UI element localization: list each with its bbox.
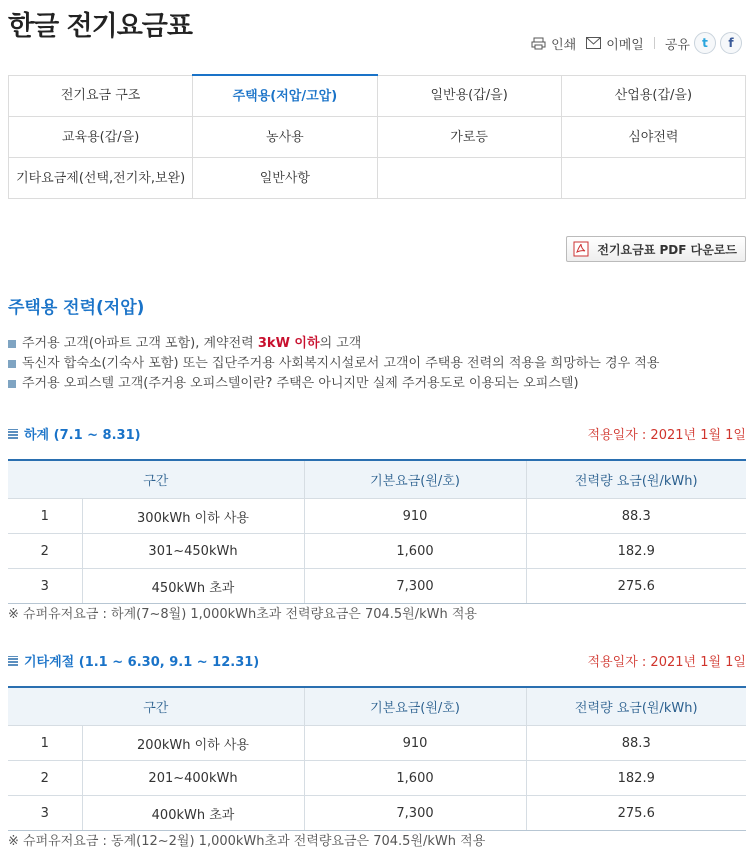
heading-mark-icon bbox=[8, 429, 18, 439]
energy-charge: 88.3 bbox=[526, 726, 746, 761]
facebook-share-icon[interactable]: f bbox=[720, 32, 742, 54]
print-icon bbox=[531, 37, 546, 50]
other-apply-date: 적용일자 : 2021년 1월 1일 bbox=[587, 655, 746, 670]
tier-range: 400kWh 초과 bbox=[82, 796, 304, 831]
other-rate-table bbox=[8, 686, 746, 831]
bullet-text: 주거용 고객(아파트 고객 포함), 계약전력 3kW 이하의 고객 bbox=[22, 336, 362, 351]
page-tools bbox=[521, 32, 742, 54]
tier-number: 3 bbox=[8, 796, 82, 831]
tab-row bbox=[9, 117, 746, 158]
tier-number: 2 bbox=[8, 534, 82, 569]
other-note: ※ 슈퍼유저요금 : 동계(12~2월) 1,000kWh초과 전력량요금은 704.5원/kWh 적용 bbox=[8, 834, 486, 849]
column-header: 전력량 요금(원/kWh) bbox=[526, 460, 746, 499]
base-charge: 910 bbox=[304, 726, 526, 761]
tier-number: 2 bbox=[8, 761, 82, 796]
tier-range: 201~400kWh bbox=[82, 761, 304, 796]
energy-charge: 275.6 bbox=[526, 796, 746, 831]
column-header: 기본요금(원/호) bbox=[304, 460, 526, 499]
table-row bbox=[8, 796, 746, 831]
tab-empty-cell bbox=[377, 158, 561, 199]
bullet-text: 독신자 합숙소(기숙사 포함) 또는 집단주거용 사회복지시설로서 고객이 주택용 전력의 적용을 희망하는 경우 적용 bbox=[22, 356, 660, 371]
list-item bbox=[8, 354, 659, 374]
tier-range: 300kWh 이하 사용 bbox=[82, 499, 304, 534]
tab-item[interactable]: 교육용(갑/을) bbox=[9, 117, 193, 158]
tab-empty-cell bbox=[561, 158, 745, 199]
tier-number: 1 bbox=[8, 726, 82, 761]
base-charge: 7,300 bbox=[304, 569, 526, 604]
email-button[interactable] bbox=[586, 34, 644, 53]
pdf-download-label: 전기요금표 PDF 다운로드 bbox=[597, 242, 737, 257]
table-row bbox=[8, 569, 746, 604]
table-row bbox=[8, 726, 746, 761]
tab-item[interactable]: 농사용 bbox=[193, 117, 377, 158]
tier-range: 200kWh 이하 사용 bbox=[82, 726, 304, 761]
tab-item[interactable]: 전기요금 구조 bbox=[9, 75, 193, 117]
tier-range: 301~450kWh bbox=[82, 534, 304, 569]
other-season-heading bbox=[8, 651, 259, 670]
tab-row bbox=[9, 75, 746, 117]
tab-item[interactable]: 주택용(저압/고압) bbox=[193, 75, 377, 117]
page-title: 한글 전기요금표 bbox=[8, 11, 192, 42]
table-row bbox=[8, 534, 746, 569]
base-charge: 1,600 bbox=[304, 534, 526, 569]
energy-charge: 88.3 bbox=[526, 499, 746, 534]
mail-icon bbox=[586, 37, 601, 49]
bullet-square-icon bbox=[8, 340, 16, 348]
bullet-square-icon bbox=[8, 380, 16, 388]
tab-item[interactable]: 심야전력 bbox=[561, 117, 745, 158]
tier-range: 450kWh 초과 bbox=[82, 569, 304, 604]
print-label: 인쇄 bbox=[551, 37, 577, 53]
email-label: 이메일 bbox=[606, 37, 644, 53]
summer-heading bbox=[8, 424, 141, 443]
category-tabs bbox=[8, 74, 746, 199]
tab-item[interactable]: 일반용(갑/을) bbox=[377, 75, 561, 117]
column-header: 전력량 요금(원/kWh) bbox=[526, 687, 746, 726]
base-charge: 1,600 bbox=[304, 761, 526, 796]
base-charge: 7,300 bbox=[304, 796, 526, 831]
pdf-download-button[interactable] bbox=[566, 236, 746, 262]
tier-number: 3 bbox=[8, 569, 82, 604]
tier-number: 1 bbox=[8, 499, 82, 534]
pdf-icon bbox=[573, 241, 589, 257]
table-row bbox=[8, 499, 746, 534]
summer-heading-text: 하계 (7.1 ~ 8.31) bbox=[24, 428, 141, 443]
highlight-text: 3kW 이하 bbox=[257, 336, 320, 351]
twitter-share-icon[interactable]: t bbox=[694, 32, 716, 54]
base-charge: 910 bbox=[304, 499, 526, 534]
summer-apply-date: 적용일자 : 2021년 1월 1일 bbox=[587, 428, 746, 443]
bullet-square-icon bbox=[8, 360, 16, 368]
column-header: 기본요금(원/호) bbox=[304, 687, 526, 726]
tab-row bbox=[9, 158, 746, 199]
table-row bbox=[8, 761, 746, 796]
list-item bbox=[8, 334, 659, 354]
tools-divider bbox=[654, 37, 655, 49]
bullet-text: 주거용 오피스텔 고객(주거용 오피스텔이란? 주택은 아니지만 실제 주거용도로 이용되는 오피스텔) bbox=[22, 376, 579, 391]
section-title: 주택용 전력(저압) bbox=[8, 298, 145, 318]
tab-item[interactable]: 가로등 bbox=[377, 117, 561, 158]
tab-item[interactable]: 산업용(갑/을) bbox=[561, 75, 745, 117]
summer-note: ※ 슈퍼유저요금 : 하계(7~8월) 1,000kWh초과 전력량요금은 704.5원/kWh 적용 bbox=[8, 607, 477, 622]
summer-rate-table bbox=[8, 459, 746, 604]
column-header: 구간 bbox=[8, 687, 304, 726]
tab-item[interactable]: 일반사항 bbox=[193, 158, 377, 199]
tab-item[interactable]: 기타요금제(선택,전기차,보완) bbox=[9, 158, 193, 199]
share-label: 공유 bbox=[664, 37, 690, 53]
energy-charge: 182.9 bbox=[526, 761, 746, 796]
energy-charge: 182.9 bbox=[526, 534, 746, 569]
other-season-heading-text: 기타계절 (1.1 ~ 6.30, 9.1 ~ 12.31) bbox=[24, 655, 260, 670]
energy-charge: 275.6 bbox=[526, 569, 746, 604]
list-item bbox=[8, 374, 659, 394]
eligibility-list bbox=[8, 334, 659, 394]
column-header: 구간 bbox=[8, 460, 304, 499]
print-button[interactable] bbox=[531, 34, 576, 53]
heading-mark-icon bbox=[8, 656, 18, 666]
